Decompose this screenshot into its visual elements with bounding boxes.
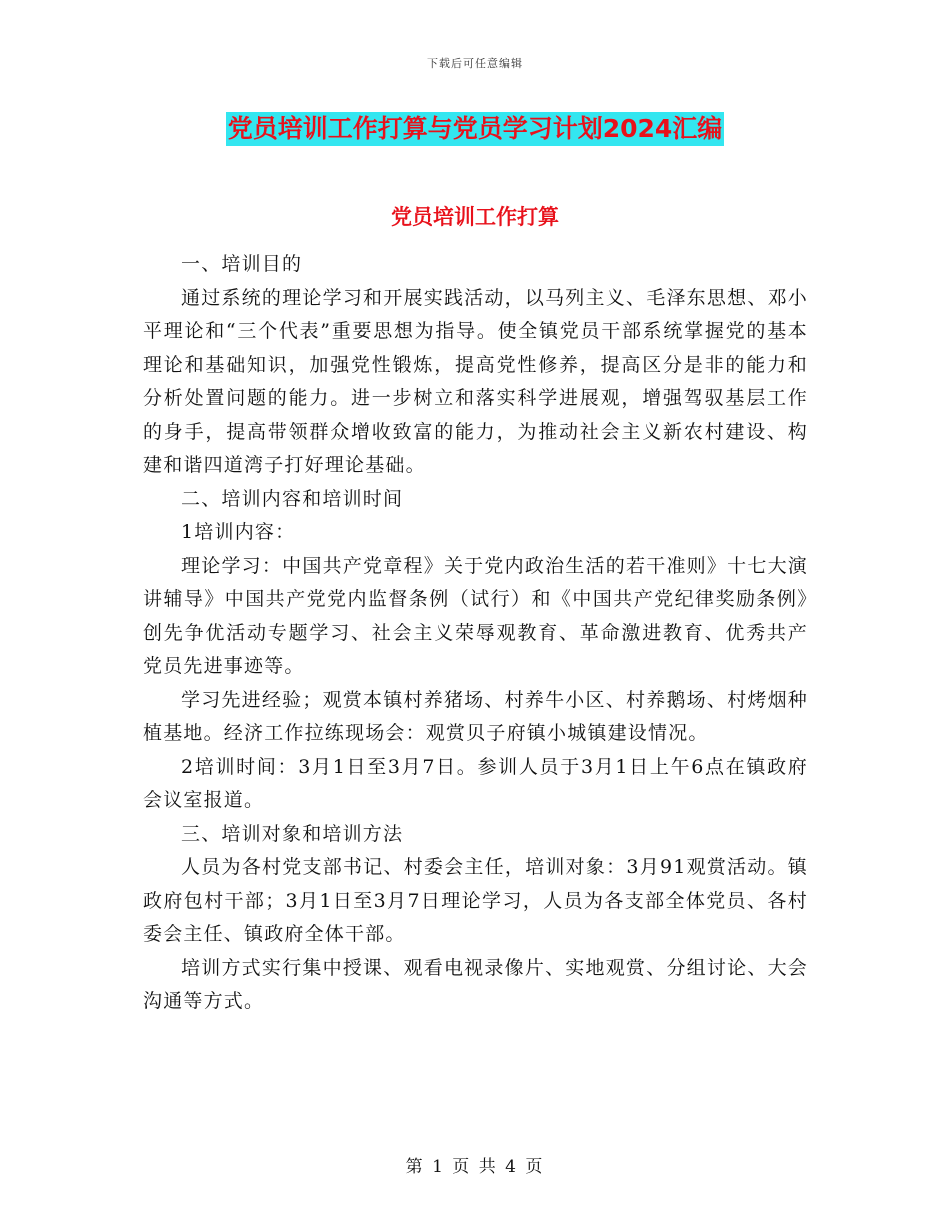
paragraph-theory-study: 理论学习：中国共产党章程》关于党内政治生活的若干准则》十七大演讲辅导》中国共产党党内监督条例（试行）和《中国共产党纪律奖励条例》创先争优活动专题学习、社会主义荣辱观教育、革命激进教育、优秀共产党员先进事迹等。 bbox=[143, 554, 808, 677]
subheading-content: 1培训内容： bbox=[181, 521, 296, 543]
paragraph-advanced-experience: 学习先进经验；观赏本镇村养猪场、村养牛小区、村养鹅场、村烤烟种植基地。经济工作拉练现场会：观赏贝子府镇小城镇建设情况。 bbox=[143, 688, 808, 744]
section-title: 党员培训工作打算 bbox=[391, 205, 559, 229]
page-footer: 第 1 页 共 4 页 bbox=[405, 1157, 545, 1177]
header-note: 下载后可任意编辑 bbox=[427, 57, 523, 70]
paragraph-purpose: 通过系统的理论学习和开展实践活动，以马列主义、毛泽东思想、邓小平理论和“三个代表”重要思想为指导。使全镇党员干部系统掌握党的基本理论和基础知识，加强党性锻炼，提高党性修养，提高区分是非的能力和分析处置问题的能力。进一步树立和落实科学进展观，增强驾驭基层工作的身手，提高带领群众增收致富的能力，为推动社会主义新农村建设、构建和谐四道湾子打好理论基础。 bbox=[143, 286, 808, 476]
paragraph-targets: 人员为各村党支部书记、村委会主任，培训对象：3月91观赏活动。镇政府包村干部；3月1日至3月7日理论学习，人员为各支部全体党员、各村委会主任、镇政府全体干部。 bbox=[143, 856, 808, 945]
heading-content-and-time: 二、培训内容和培训时间 bbox=[181, 487, 404, 510]
heading-training-purpose: 一、培训目的 bbox=[181, 253, 303, 275]
paragraph-methods: 培训方式实行集中授课、观看电视录像片、实地观赏、分组讨论、大会沟通等方式。 bbox=[143, 956, 808, 1012]
heading-targets-and-methods: 三、培训对象和培训方法 bbox=[181, 822, 404, 845]
document-title-text: 党员培训工作打算与党员学习计划2024汇编 bbox=[226, 112, 725, 146]
document-title bbox=[0, 112, 950, 146]
paragraph-training-time: 2培训时间：3月1日至3月7日。参训人员于3月1日上午6点在镇政府会议室报道。 bbox=[143, 755, 808, 811]
document-body bbox=[143, 248, 808, 1019]
